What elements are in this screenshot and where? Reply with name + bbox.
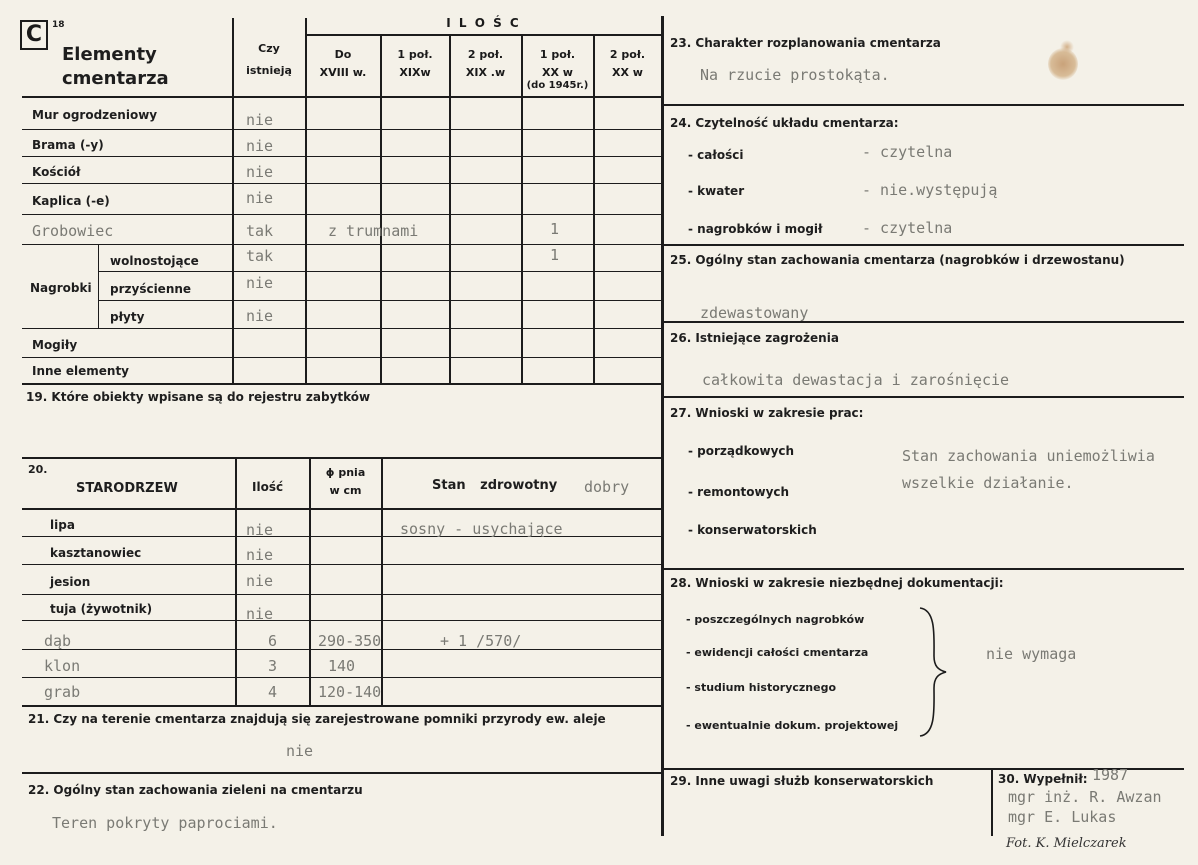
s20-col-ilosc: Ilość: [252, 480, 284, 494]
row-plyty-value: nie: [246, 307, 274, 325]
title-line2: cmentarza: [62, 68, 169, 89]
tree-row-name: lipa: [50, 518, 75, 532]
s28-item: - ewentualnie dokum. projektowej: [686, 719, 899, 732]
row-brama-value: nie: [246, 137, 274, 155]
row-wolno-label: wolnostojące: [110, 254, 199, 268]
s30-name2: mgr E. Lukas: [1008, 808, 1117, 826]
period-col-1: Do XVIII w.: [319, 48, 367, 79]
s24-row-label: - nagrobków i mogił: [688, 222, 823, 236]
row-wolno-value: tak: [246, 247, 274, 265]
row-grobowiec-label: Grobowiec: [32, 222, 114, 240]
row-plyty-label: płyty: [110, 310, 145, 324]
tree-row-diam: 120-140: [318, 683, 382, 701]
s19-label: 19. Które obiekty wpisane są do rejestru zabytków: [26, 390, 371, 404]
s22-value: Teren pokryty paprociami.: [52, 814, 278, 832]
s24-row-value: - czytelna: [862, 219, 953, 237]
s26-value: całkowita dewastacja i zarośnięcie: [702, 371, 1010, 389]
s20-col-stan: Stan zdrowotny: [432, 478, 558, 493]
main-divider: [661, 16, 664, 836]
tree-row-name: tuja (żywotnik): [50, 602, 153, 616]
tree-row-qty: nie: [246, 521, 274, 539]
row-mur-label: Mur ogrodzeniowy: [32, 108, 158, 122]
tree-row-qty: 6: [268, 632, 278, 650]
s21-value: nie: [286, 742, 314, 760]
period-col-2: 1 poł. XIXw: [397, 48, 433, 79]
tree-row-qty: nie: [246, 605, 274, 623]
row-brama-label: Brama (-y): [32, 138, 104, 152]
s25-value: zdewastowany: [700, 304, 809, 322]
tree-row-diam: 290-350: [318, 632, 382, 650]
tree-row-qty: nie: [246, 546, 274, 564]
s28-item: - ewidencji całości cmentarza: [686, 646, 869, 659]
card-code-number: 18: [52, 20, 65, 30]
s24-row-value: - nie.występują: [862, 181, 998, 199]
s24-row-label: - kwater: [688, 184, 745, 198]
s24-label: 24. Czytelność układu cmentarza:: [670, 116, 899, 130]
s28-brace-icon: [916, 606, 950, 738]
s23-value: Na rzucie prostokąta.: [700, 66, 890, 84]
row-grobowiec-note: z trumnami: [328, 222, 419, 240]
s24-row-label: - całości: [688, 148, 744, 162]
period-col-4: 1 poł. XX w (do 1945r.): [526, 48, 589, 91]
row-grobowiec-count: 1: [550, 220, 560, 238]
s23-label: 23. Charakter rozplanowania cmentarza: [670, 36, 941, 50]
row-kaplica-value: nie: [246, 189, 274, 207]
s24-row-value: - czytelna: [862, 143, 953, 161]
s20-num: 20.: [28, 463, 48, 476]
period-col-5: 2 poł. XX w: [609, 48, 646, 79]
s27-value-line1: Stan zachowania uniemożliwia: [902, 447, 1155, 465]
tree-row-qty: nie: [246, 572, 274, 590]
s20-title: STARODRZEW: [76, 481, 178, 496]
title-line1: Elementy: [62, 44, 157, 65]
s30-label: 30. Wypełnił:: [998, 772, 1088, 786]
s28-value: nie wymaga: [986, 645, 1077, 663]
row-kaplica-label: Kaplica (-e): [32, 194, 110, 208]
tree-row-name: klon: [44, 657, 81, 675]
row-kosciol-label: Kościół: [32, 165, 81, 179]
s27-item: - remontowych: [688, 485, 790, 499]
row-inne-label: Inne elementy: [32, 364, 130, 378]
row-kosciol-value: nie: [246, 163, 274, 181]
row-przysc-label: przyścienne: [110, 282, 192, 296]
s27-item: - konserwatorskich: [688, 523, 817, 537]
row-mogily-label: Mogiły: [32, 338, 78, 352]
s20-sosny: sosny - usychające: [400, 520, 563, 538]
card-code-box: C: [20, 20, 48, 50]
tree-row-name: dąb: [44, 632, 72, 650]
s21-label: 21. Czy na terenie cmentarza znajdują się zarejestrowane pomniki przyrody ew. aleje: [28, 712, 606, 726]
s28-item: - poszczególnych nagrobków: [686, 613, 865, 626]
s28-label: 28. Wnioski w zakresie niezbędnej dokumentacji:: [670, 576, 1004, 590]
period-col-3: 2 poł. XIX .w: [465, 48, 506, 79]
s22-label: 22. Ogólny stan zachowania zieleni na cmentarzu: [28, 783, 363, 797]
tree-row-diam: 140: [328, 657, 356, 675]
s28-item: - studium historycznego: [686, 681, 837, 694]
s26-label: 26. Istniejące zagrożenia: [670, 331, 839, 345]
tree-row-name: jesion: [50, 575, 91, 589]
row-mur-value: nie: [246, 111, 274, 129]
s30-name1: mgr inż. R. Awzan: [1008, 788, 1162, 806]
czy-istnieja-header: Czy istnieją: [246, 42, 292, 77]
s29-label: 29. Inne uwagi służb konserwatorskich: [670, 774, 934, 788]
s27-item: - porządkowych: [688, 444, 795, 458]
s27-value-line2: wszelkie działanie.: [902, 474, 1074, 492]
tree-row-qty: 4: [268, 683, 278, 701]
s27-label: 27. Wnioski w zakresie prac:: [670, 406, 864, 420]
row-grobowiec-value: tak: [246, 222, 274, 240]
tree-row-qty: 3: [268, 657, 278, 675]
tree-row-name: kasztanowiec: [50, 546, 142, 560]
row-wolno-count: 1: [550, 246, 560, 264]
s30-photo-credit: Fot. K. Mielczarek: [1006, 836, 1127, 851]
row-przysc-value: nie: [246, 274, 274, 292]
s20-stan-value: dobry: [584, 478, 630, 496]
s25-label: 25. Ogólny stan zachowania cmentarza (nagrobków i drzewostanu): [670, 253, 1125, 267]
s30-year: 1987: [1092, 766, 1129, 784]
tree-row-extra: + 1 /570/: [440, 632, 522, 650]
row-nagrobki-label: Nagrobki: [30, 281, 92, 295]
ilosc-header: I L O Ś C: [446, 16, 521, 30]
stain: [1060, 40, 1074, 54]
s20-col-pnia: ϕ pnia w cm: [325, 466, 366, 497]
tree-row-name: grab: [44, 683, 81, 701]
